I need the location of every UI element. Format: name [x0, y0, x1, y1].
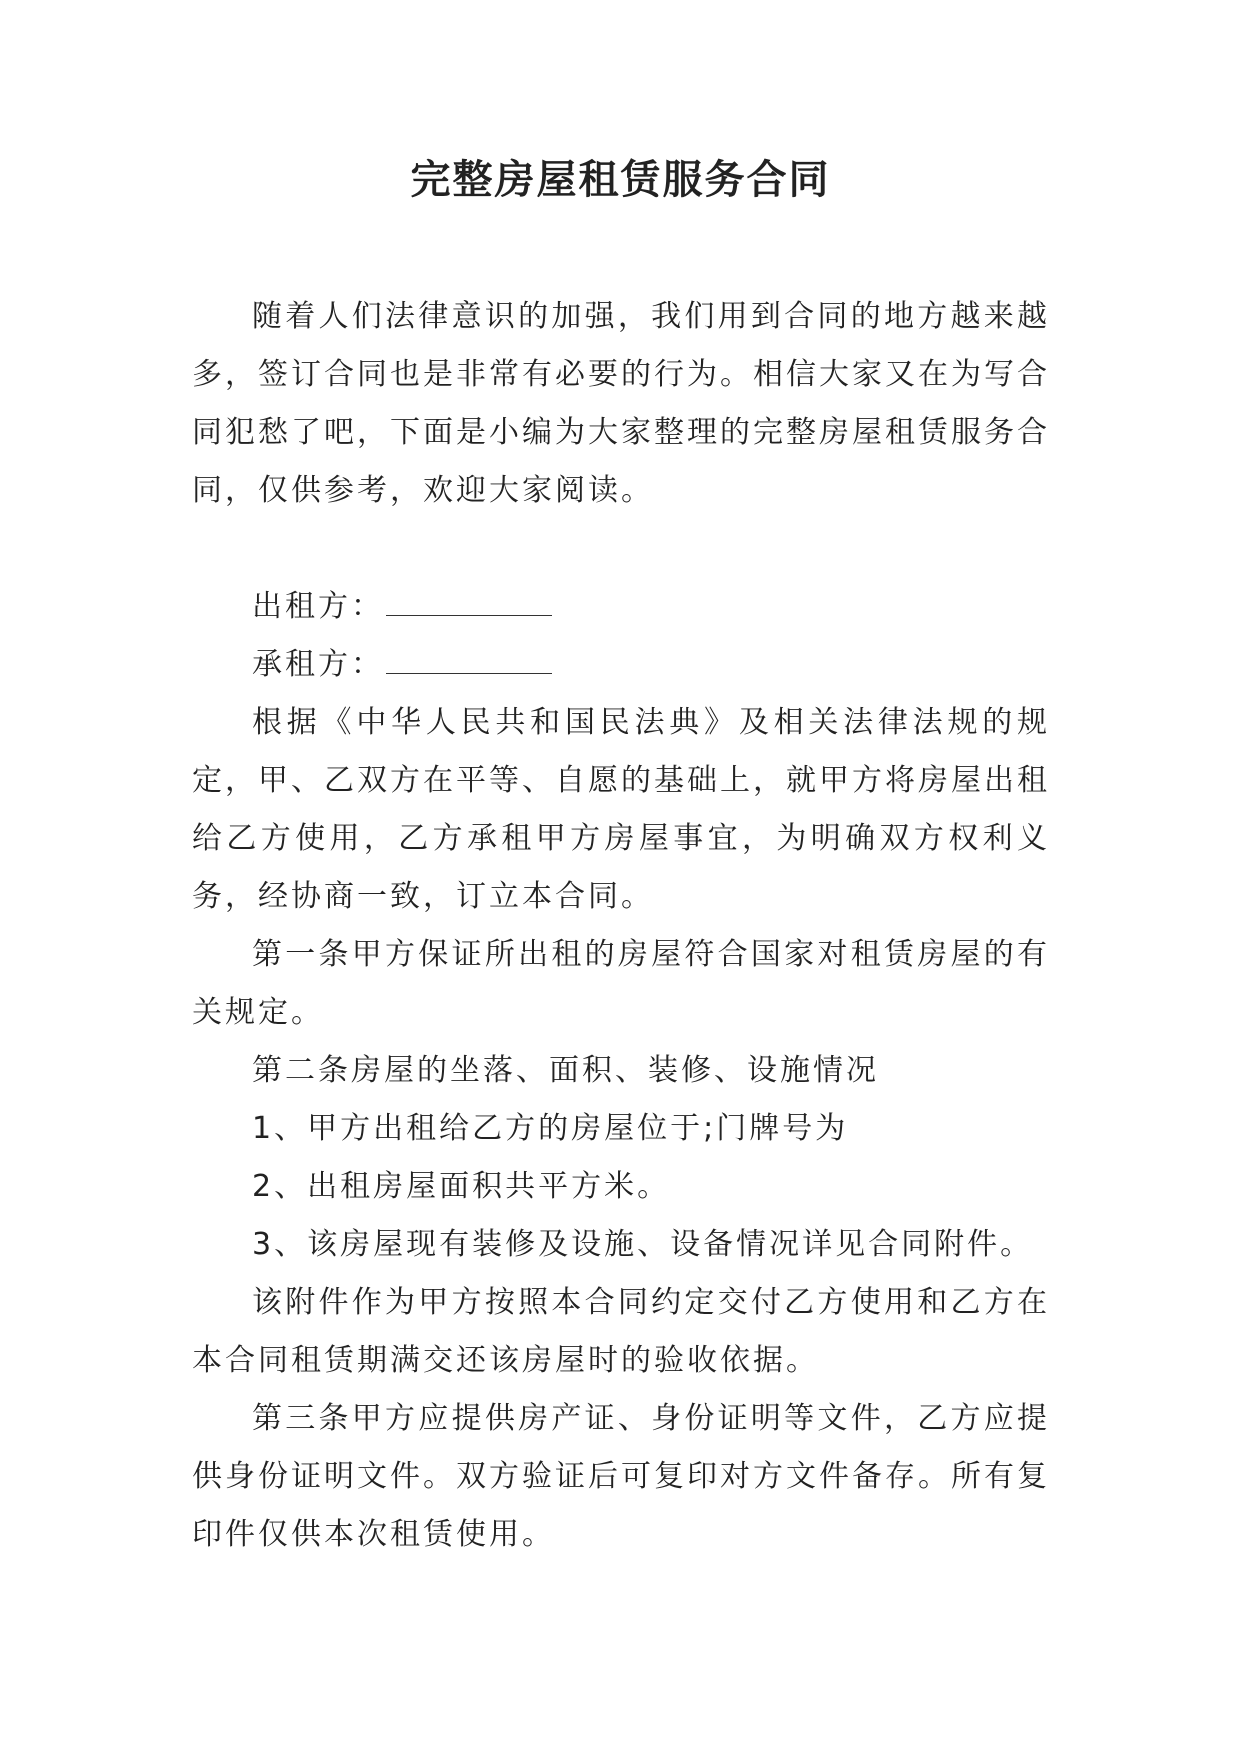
contract-preamble: 根据《中华人民共和国民法典》及相关法律法规的规定，甲、乙双方在平等、自愿的基础上，就甲方将房屋出租给乙方使用，乙方承租甲方房屋事宜，为明确双方权利义务，经协商一致，订立本合同。	[192, 705, 1050, 914]
article-2-item-1: 1、甲方出租给乙方的房屋位于;门牌号为	[252, 1111, 849, 1146]
lessee-line	[192, 636, 1050, 694]
article-3: 第三条甲方应提供房产证、身份证明等文件，乙方应提供身份证明文件。双方验证后可复印对方文件备存。所有复印件仅供本次租赁使用。	[192, 1401, 1050, 1552]
lessor-blank	[386, 593, 552, 616]
article-2-item-3: 3、该房屋现有装修及设施、设备情况详见合同附件。	[252, 1227, 1034, 1262]
document-body	[192, 288, 1050, 1564]
lessee-blank	[386, 651, 552, 674]
lessee-label: 承租方：	[252, 647, 384, 682]
article-2-heading: 第二条房屋的坐落、面积、装修、设施情况	[252, 1053, 879, 1088]
document-title: 完整房屋租赁服务合同	[410, 156, 831, 203]
spacer	[192, 520, 1050, 578]
attachment-note: 该附件作为甲方按照本合同约定交付乙方使用和乙方在本合同租赁期满交还该房屋时的验收依据。	[192, 1285, 1050, 1378]
article-1: 第一条甲方保证所出租的房屋符合国家对租赁房屋的有关规定。	[192, 937, 1050, 1030]
lessor-line	[192, 578, 1050, 636]
lessor-label: 出租方：	[252, 589, 384, 624]
intro-paragraph: 随着人们法律意识的加强，我们用到合同的地方越来越多，签订合同也是非常有必要的行为。相信大家又在为写合同犯愁了吧，下面是小编为大家整理的完整房屋租赁服务合同，仅供参考，欢迎大家阅读。	[192, 299, 1050, 508]
article-2-item-2: 2、出租房屋面积共平方米。	[252, 1169, 671, 1204]
